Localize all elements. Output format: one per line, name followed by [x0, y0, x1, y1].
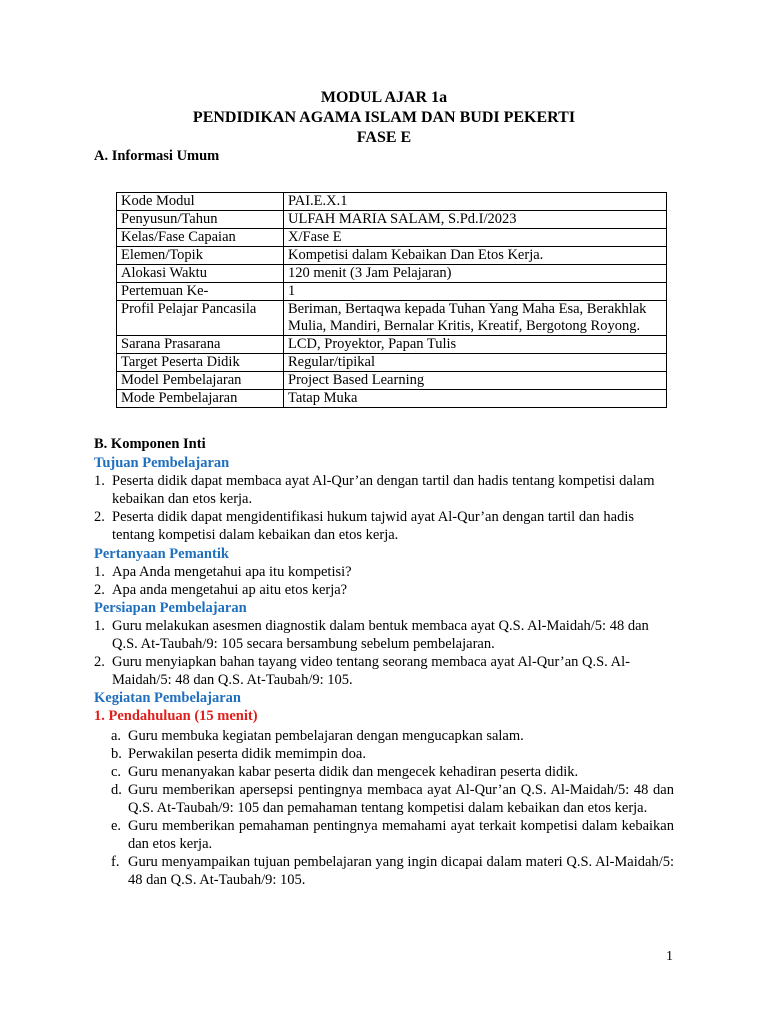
info-table-key: Kode Modul [117, 193, 284, 211]
pertanyaan-heading: Pertanyaan Pemantik [94, 546, 229, 562]
pendahuluan-heading: 1. Pendahuluan (15 menit) [94, 708, 258, 724]
info-table-value: Kompetisi dalam Kebaikan Dan Etos Kerja. [284, 247, 667, 265]
info-table-key: Kelas/Fase Capaian [117, 229, 284, 247]
list-item-number: 1. [94, 473, 105, 489]
kegiatan-item [94, 727, 674, 745]
list-item-number: 2. [94, 582, 105, 598]
info-table-key: Model Pembelajaran [117, 372, 284, 390]
info-table-value: 120 menit (3 Jam Pelajaran) [284, 265, 667, 283]
info-table-key: Elemen/Topik [117, 247, 284, 265]
info-table-key: Penyusun/Tahun [117, 211, 284, 229]
tujuan-item [94, 508, 674, 544]
section-a-heading: A. Informasi Umum [94, 148, 220, 164]
list-item-text: Apa Anda mengetahui apa itu kompetisi? [112, 564, 352, 580]
kegiatan-list [94, 727, 674, 889]
info-table-key: Alokasi Waktu [117, 265, 284, 283]
kegiatan-item [94, 763, 674, 781]
tujuan-list [94, 472, 674, 544]
info-table [116, 192, 667, 408]
info-table-row [117, 301, 667, 336]
list-item-number: a. [111, 728, 122, 744]
info-table-value: Regular/tipikal [284, 354, 667, 372]
info-table-value: ULFAH MARIA SALAM, S.Pd.I/2023 [284, 211, 667, 229]
info-table-value: LCD, Proyektor, Papan Tulis [284, 336, 667, 354]
list-item-text: Guru menyiapkan bahan tayang video tentang seorang membaca ayat Al-Qur’an Q.S. Al-Maidah/5: 48 dan Q.S. At-Taubah/9: 105. [112, 654, 630, 688]
persiapan-list-container [94, 617, 674, 689]
kegiatan-item [94, 853, 674, 889]
info-table-row [117, 247, 667, 265]
info-table-value: PAI.E.X.1 [284, 193, 667, 211]
list-item-text: Guru melakukan asesmen diagnostik dalam bentuk membaca ayat Q.S. Al-Maidah/5: 48 dan Q.S. At-Taubah/9: 105 secara bersambung sebelum pembelajaran. [112, 618, 649, 652]
persiapan-item [94, 653, 674, 689]
info-table-key: Sarana Prasarana [117, 336, 284, 354]
pertanyaan-item [94, 563, 674, 581]
kegiatan-heading: Kegiatan Pembelajaran [94, 690, 241, 706]
pertanyaan-list-container [94, 563, 674, 599]
list-item-number: f. [111, 854, 120, 870]
pertanyaan-item [94, 581, 674, 599]
title-line-1: MODUL AJAR 1a [320, 89, 448, 106]
section-b-heading: B. Komponen Inti [94, 436, 206, 452]
kegiatan-item [94, 817, 674, 853]
list-item-number: 1. [94, 564, 105, 580]
list-item-text: Peserta didik dapat mengidentifikasi hukum tajwid ayat Al-Qur’an dengan tartil dan hadis tentang kompetisi dalam kebaikan dan etos kerja. [112, 509, 634, 543]
info-table-key: Pertemuan Ke- [117, 283, 284, 301]
list-item-text: Guru memberikan apersepsi pentingnya membaca ayat Al-Qur’an Q.S. Al-Maidah/5: 48 dan Q.S. At-Taubah/9: 105 dan pemahaman tentang kompetisi dalam kebaikan dan etos kerja. [128, 782, 674, 816]
info-table-row [117, 265, 667, 283]
tujuan-list-container [94, 472, 674, 544]
kegiatan-item [94, 745, 674, 763]
info-table-value: Beriman, Bertaqwa kepada Tuhan Yang Maha Esa, Berakhlak Mulia, Mandiri, Bernalar Kritis, Kreatif, Bergotong Royong. [284, 301, 667, 336]
list-item-number: e. [111, 818, 122, 834]
info-table-row [117, 211, 667, 229]
info-table-value: 1 [284, 283, 667, 301]
list-item-text: Guru menyampaikan tujuan pembelajaran yang ingin dicapai dalam materi Q.S. Al-Maidah/5: 48 dan Q.S. At-Taubah/9: 105. [128, 854, 674, 888]
list-item-number: d. [111, 782, 122, 798]
info-table-value: Project Based Learning [284, 372, 667, 390]
list-item-text: Perwakilan peserta didik memimpin doa. [128, 746, 366, 762]
info-table-row [117, 336, 667, 354]
tujuan-item [94, 472, 674, 508]
pertanyaan-list [94, 563, 674, 599]
tujuan-heading: Tujuan Pembelajaran [94, 455, 230, 471]
info-table-key: Mode Pembelajaran [117, 390, 284, 408]
list-item-number: b. [111, 746, 122, 762]
kegiatan-list-container [94, 727, 674, 889]
info-table-row [117, 193, 667, 211]
list-item-text: Apa anda mengetahui ap aitu etos kerja? [112, 582, 348, 598]
document-title [0, 88, 768, 148]
persiapan-heading: Persiapan Pembelajaran [94, 600, 247, 616]
info-table-row [117, 372, 667, 390]
persiapan-list [94, 617, 674, 689]
info-table-row [117, 390, 667, 408]
info-table-value: Tatap Muka [284, 390, 667, 408]
title-line-2: PENDIDIKAN AGAMA ISLAM DAN BUDI PEKERTI [192, 109, 576, 126]
list-item-text: Guru memberikan pemahaman pentingnya memahami ayat terkait kompetisi dalam kebaikan dan etos kerja. [128, 818, 674, 852]
info-table-row [117, 229, 667, 247]
persiapan-item [94, 617, 674, 653]
list-item-text: Guru membuka kegiatan pembelajaran dengan mengucapkan salam. [128, 728, 524, 744]
title-line-3: FASE E [356, 129, 412, 146]
page-number: 1 [666, 949, 673, 964]
info-table-key: Target Peserta Didik [117, 354, 284, 372]
list-item-number: 2. [94, 654, 105, 670]
info-table-key: Profil Pelajar Pancasila [117, 301, 284, 336]
list-item-text: Peserta didik dapat membaca ayat Al-Qur’an dengan tartil dan hadis tentang kompetisi dalam kebaikan dan etos kerja. [112, 473, 655, 507]
list-item-number: 1. [94, 618, 105, 634]
info-table-row [117, 283, 667, 301]
list-item-text: Guru menanyakan kabar peserta didik dan mengecek kehadiran peserta didik. [128, 764, 579, 780]
list-item-number: c. [111, 764, 122, 780]
info-table-value: X/Fase E [284, 229, 667, 247]
list-item-number: 2. [94, 509, 105, 525]
info-table-row [117, 354, 667, 372]
kegiatan-item [94, 781, 674, 817]
